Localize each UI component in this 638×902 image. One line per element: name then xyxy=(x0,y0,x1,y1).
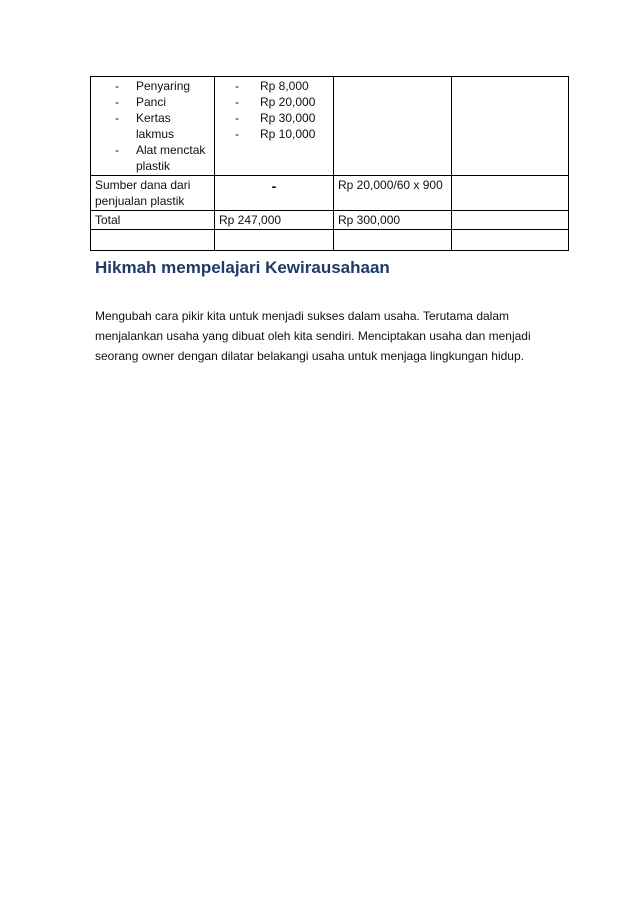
table-row xyxy=(91,230,569,251)
table-cell: Rp 300,000 xyxy=(334,211,452,230)
table-cell xyxy=(452,176,569,211)
table-row xyxy=(91,211,569,230)
list-item: - Rp 20,000 xyxy=(219,94,329,110)
list-item: - Rp 8,000 xyxy=(219,78,329,94)
table-row xyxy=(91,77,569,176)
dash-value: - xyxy=(271,178,277,194)
section-title: Hikmah mempelajari Kewirausahaan xyxy=(95,258,390,277)
table-cell xyxy=(215,230,334,251)
list-item: - Panci xyxy=(95,94,210,110)
table-cell xyxy=(334,77,452,176)
table-cell: Rp 20,000/60 x 900 xyxy=(334,176,452,211)
list-item: - Alat menctak plastik xyxy=(95,142,210,174)
item-list xyxy=(95,78,210,174)
table-row xyxy=(91,176,569,211)
table-cell: Total xyxy=(91,211,215,230)
table-cell xyxy=(452,230,569,251)
section-paragraph: Mengubah cara pikir kita untuk menjadi sukses dalam usaha. Terutama dalam menjalankan usaha yang dibuat oleh kita sendiri. Menciptakan usaha dan menjadi seorang owner dengan dilatar belakangi usaha untuk menjaga lingkungan hidup. xyxy=(95,309,531,363)
list-item: - Rp 10,000 xyxy=(219,126,329,142)
table-cell xyxy=(452,77,569,176)
list-item: - Rp 30,000 xyxy=(219,110,329,126)
price-list xyxy=(219,78,329,142)
table-cell xyxy=(334,230,452,251)
table-cell xyxy=(215,176,334,211)
item-list-cell xyxy=(91,77,215,176)
price-list-cell xyxy=(215,77,334,176)
table-cell xyxy=(452,211,569,230)
table-cell: Sumber dana dari penjualan plastik xyxy=(91,176,215,211)
list-item: - Penyaring xyxy=(95,78,210,94)
budget-table xyxy=(90,76,569,251)
table-cell xyxy=(91,230,215,251)
table-cell: Rp 247,000 xyxy=(215,211,334,230)
list-item: - Kertas lakmus xyxy=(95,110,210,142)
